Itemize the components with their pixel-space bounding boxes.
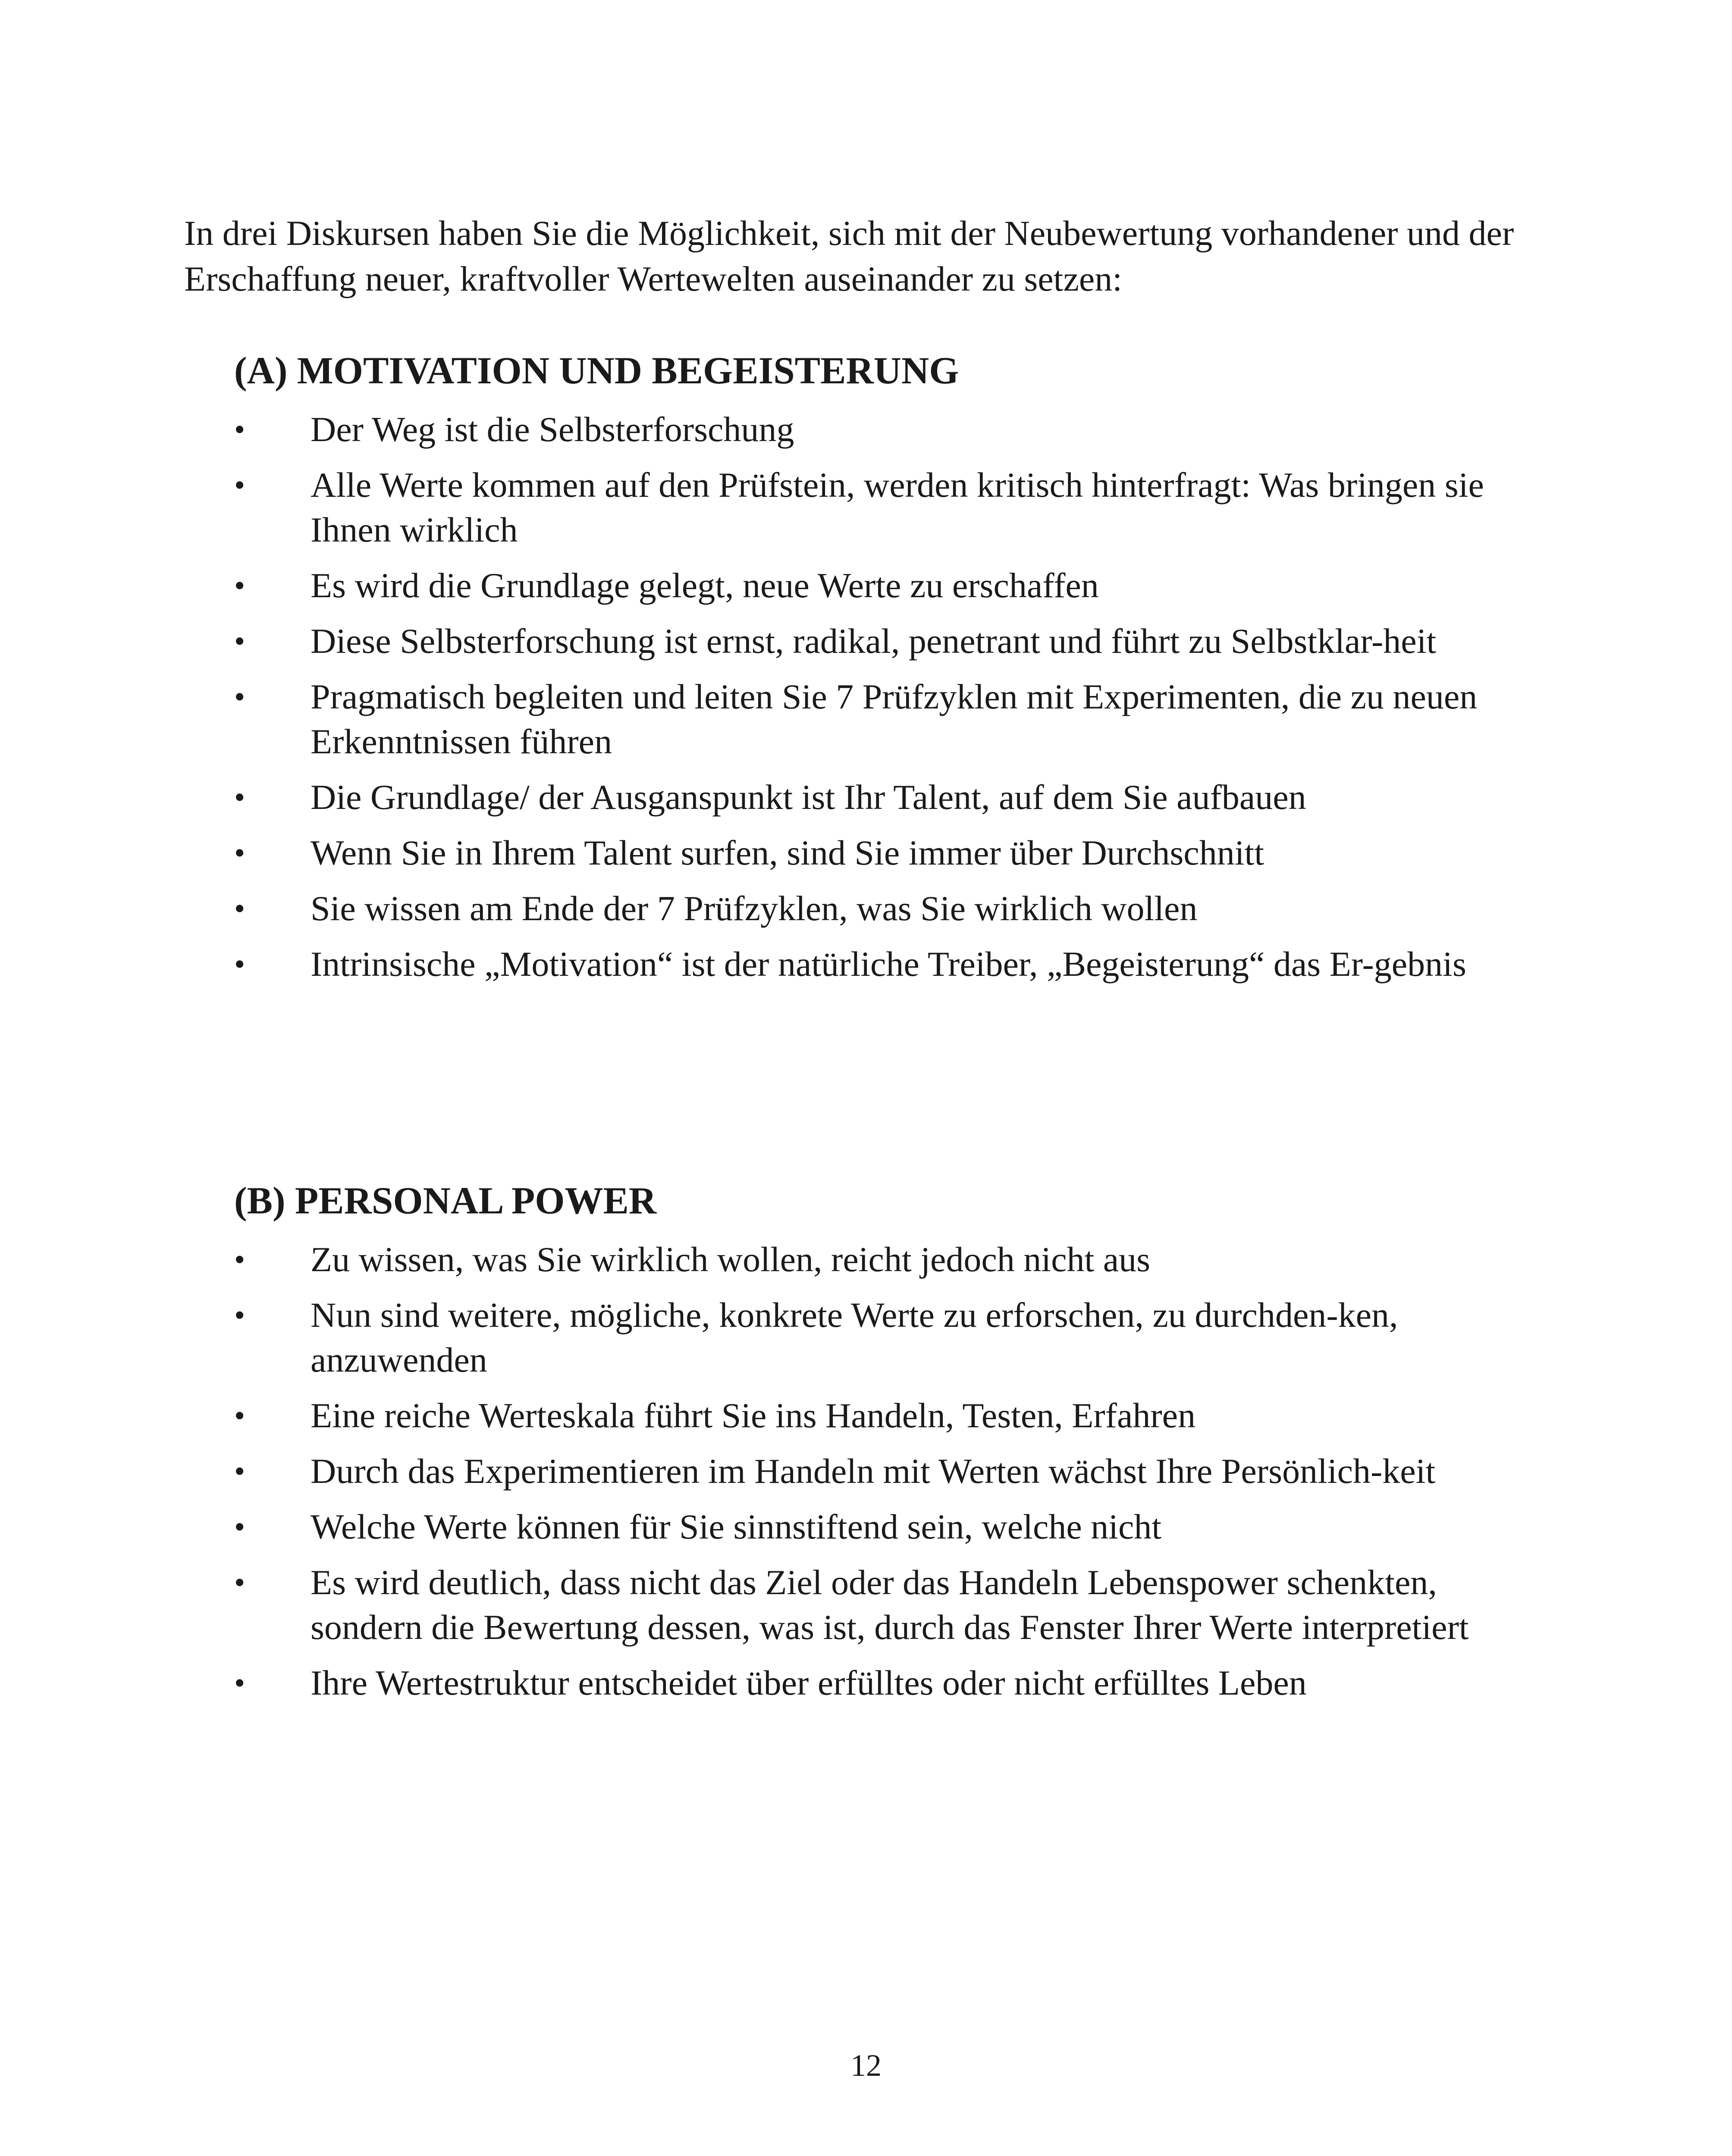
- list-item-text: Diese Selbsterforschung ist ernst, radikal, penetrant und führt zu Selbstklar-heit: [311, 621, 1437, 661]
- list-item-text: Es wird die Grundlage gelegt, neue Werte zu erschaffen: [311, 566, 1099, 605]
- bullet-icon: •: [234, 1510, 245, 1544]
- bullet-icon: •: [234, 468, 245, 502]
- bullet-icon: •: [234, 1666, 245, 1700]
- list-item: [234, 463, 1545, 552]
- bullet-icon: •: [234, 412, 245, 447]
- page-number: 12: [850, 2048, 882, 2083]
- bullet-icon: •: [234, 680, 245, 714]
- list-item: [234, 674, 1545, 764]
- bullet-icon: •: [234, 891, 245, 926]
- list-item-text: Alle Werte kommen auf den Prüfstein, werden kritisch hinterfragt: Was bringen sie Ihnen wirklich: [311, 465, 1484, 549]
- list-item-text: Wenn Sie in Ihrem Talent surfen, sind Sie immer über Durchschnitt: [311, 833, 1264, 872]
- list-item-text: Intrinsische „Motivation“ ist der natürliche Treiber, „Begeisterung“ das Er-gebnis: [311, 944, 1466, 984]
- list-item: [234, 1449, 1545, 1494]
- list-item: [234, 886, 1545, 931]
- list-item-text: Welche Werte können für Sie sinnstiftend sein, welche nicht: [311, 1507, 1162, 1546]
- list-item: [234, 619, 1545, 664]
- list-item-text: Die Grundlage/ der Ausganspunkt ist Ihr Talent, auf dem Sie aufbauen: [311, 777, 1306, 817]
- bullet-list-a: [234, 407, 1545, 987]
- bullet-icon: •: [234, 836, 245, 870]
- bullet-list-b: [234, 1237, 1545, 1705]
- bullet-icon: •: [234, 947, 245, 981]
- section-heading-a: (A) MOTIVATION UND BEGEISTERUNG: [234, 350, 959, 392]
- bullet-icon: •: [234, 1242, 245, 1277]
- list-item-text: Nun sind weitere, mögliche, konkrete Werte zu erforschen, zu durchden-ken, anzuwenden: [311, 1295, 1398, 1379]
- list-item-text: Zu wissen, was Sie wirklich wollen, reicht jedoch nicht aus: [311, 1240, 1151, 1279]
- list-item-text: Es wird deutlich, dass nicht das Ziel oder das Handeln Lebenspower schenkten, sondern die Bewertung dessen, was ist, durch das Fenster Ihrer Werte interpretiert: [311, 1563, 1469, 1647]
- bullet-icon: •: [234, 1398, 245, 1433]
- list-item-text: Durch das Experimentieren im Handeln mit Werten wächst Ihre Persönlich-keit: [311, 1451, 1436, 1491]
- list-item: [234, 1661, 1545, 1705]
- list-item-text: Eine reiche Werteskala führt Sie ins Handeln, Testen, Erfahren: [311, 1396, 1196, 1435]
- list-item-text: Der Weg ist die Selbsterforschung: [311, 410, 794, 449]
- bullet-icon: •: [234, 1454, 245, 1489]
- list-item: [234, 830, 1545, 875]
- bullet-icon: •: [234, 1298, 245, 1332]
- section-motivation: [234, 345, 1545, 997]
- list-item: [234, 775, 1545, 820]
- list-item: [234, 1504, 1545, 1549]
- list-item: [234, 1293, 1545, 1382]
- list-item: [234, 563, 1545, 608]
- bullet-icon: •: [234, 1565, 245, 1600]
- section-personal-power: [234, 1175, 1545, 1716]
- bullet-icon: •: [234, 624, 245, 658]
- list-item-text: Ihre Wertestruktur entscheidet über erfülltes oder nicht erfülltes Leben: [311, 1663, 1307, 1702]
- list-item-text: Pragmatisch begleiten und leiten Sie 7 Prüfzyklen mit Experimenten, die zu neuen Erkenntnissen führen: [311, 677, 1478, 761]
- bullet-icon: •: [234, 568, 245, 603]
- section-heading-b: (B) PERSONAL POWER: [234, 1180, 657, 1222]
- list-item: [234, 407, 1545, 452]
- list-item: [234, 1393, 1545, 1438]
- list-item-text: Sie wissen am Ende der 7 Prüfzyklen, was Sie wirklich wollen: [311, 889, 1198, 928]
- list-item: [234, 1560, 1545, 1650]
- bullet-icon: •: [234, 780, 245, 815]
- list-item: [234, 942, 1545, 987]
- list-item: [234, 1237, 1545, 1282]
- intro-paragraph: In drei Diskursen haben Sie die Möglichkeit, sich mit der Neubewertung vorhandener und der Erschaffung neuer, kraftvoller Wertewelten auseinander zu setzen:: [184, 213, 1514, 298]
